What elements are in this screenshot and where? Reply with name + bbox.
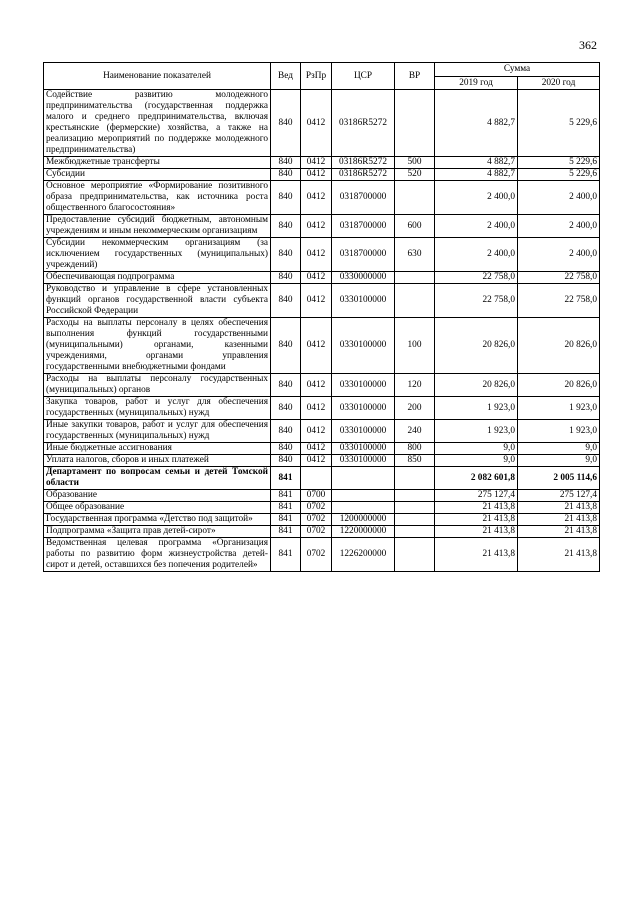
cell-rzpr (301, 467, 332, 490)
cell-ved: 840 (271, 157, 301, 169)
cell-y2020: 1 923,0 (518, 420, 600, 443)
cell-rzpr: 0702 (301, 502, 332, 514)
table-body (44, 90, 600, 572)
cell-csr: 0318700000 (332, 238, 395, 272)
cell-name: Руководство и управление в сфере установленных функций органов государственной власти субъекта Российской Федерации (44, 284, 271, 318)
table-row (44, 490, 600, 502)
cell-vr: 120 (395, 374, 435, 397)
cell-y2020: 2 005 114,6 (518, 467, 600, 490)
cell-name: Расходы на выплаты персоналу в целях обеспечения выполнения функций государственными (муниципальными) органами, казенными учреждениями, органами управления государственными внебюджетными фондами (44, 318, 271, 374)
cell-rzpr: 0412 (301, 215, 332, 238)
table-row (44, 420, 600, 443)
cell-rzpr: 0412 (301, 157, 332, 169)
cell-csr: 0330100000 (332, 443, 395, 455)
cell-y2020: 22 758,0 (518, 284, 600, 318)
cell-name: Содействие развитию молодежного предпринимательства (государственная поддержка малого и среднего предпринимательства, включая крестьянские (фермерские) хозяйства, а также на реализацию мероприятий по поддержке молодежного предпринимательства) (44, 90, 271, 157)
cell-vr (395, 538, 435, 572)
cell-y2020: 275 127,4 (518, 490, 600, 502)
header-csr: ЦСР (332, 63, 395, 90)
cell-rzpr: 0702 (301, 526, 332, 538)
cell-name: Межбюджетные трансферты (44, 157, 271, 169)
cell-y2019: 20 826,0 (435, 318, 518, 374)
budget-table (43, 62, 600, 572)
cell-ved: 840 (271, 455, 301, 467)
cell-csr: 0330100000 (332, 397, 395, 420)
cell-rzpr: 0700 (301, 490, 332, 502)
cell-ved: 840 (271, 318, 301, 374)
cell-vr (395, 272, 435, 284)
cell-csr: 1226200000 (332, 538, 395, 572)
cell-y2019: 9,0 (435, 455, 518, 467)
cell-csr: 03186R5272 (332, 157, 395, 169)
cell-rzpr: 0412 (301, 420, 332, 443)
table-row (44, 374, 600, 397)
cell-rzpr: 0412 (301, 272, 332, 284)
header-ved: Вед (271, 63, 301, 90)
cell-ved: 841 (271, 526, 301, 538)
cell-y2020: 9,0 (518, 443, 600, 455)
cell-vr (395, 490, 435, 502)
cell-ved: 840 (271, 169, 301, 181)
header-2020: 2020 год (518, 77, 600, 90)
cell-name: Общее образование (44, 502, 271, 514)
cell-y2019: 4 882,7 (435, 90, 518, 157)
cell-csr: 0330100000 (332, 284, 395, 318)
cell-name: Закупка товаров, работ и услуг для обеспечения государственных (муниципальных) нужд (44, 397, 271, 420)
cell-y2019: 1 923,0 (435, 397, 518, 420)
cell-y2019: 2 082 601,8 (435, 467, 518, 490)
cell-vr: 600 (395, 215, 435, 238)
table-row (44, 455, 600, 467)
cell-csr: 0318700000 (332, 215, 395, 238)
cell-name: Основное мероприятие «Формирование позитивного образа предпринимательства, как источника роста общественного благосостояния» (44, 181, 271, 215)
cell-vr: 500 (395, 157, 435, 169)
table-row (44, 318, 600, 374)
cell-y2020: 1 923,0 (518, 397, 600, 420)
table-row (44, 526, 600, 538)
cell-rzpr: 0412 (301, 238, 332, 272)
cell-csr (332, 467, 395, 490)
cell-ved: 840 (271, 374, 301, 397)
cell-ved: 840 (271, 238, 301, 272)
cell-name: Департамент по вопросам семьи и детей Томской области (44, 467, 271, 490)
cell-csr: 03186R5272 (332, 169, 395, 181)
cell-rzpr: 0412 (301, 374, 332, 397)
cell-rzpr: 0412 (301, 318, 332, 374)
cell-ved: 840 (271, 420, 301, 443)
cell-vr: 630 (395, 238, 435, 272)
table-row (44, 284, 600, 318)
cell-vr (395, 181, 435, 215)
cell-rzpr: 0412 (301, 181, 332, 215)
cell-rzpr: 0412 (301, 90, 332, 157)
cell-y2020: 21 413,8 (518, 538, 600, 572)
cell-vr (395, 526, 435, 538)
cell-y2020: 2 400,0 (518, 238, 600, 272)
cell-vr: 520 (395, 169, 435, 181)
cell-vr: 800 (395, 443, 435, 455)
table-row (44, 397, 600, 420)
cell-rzpr: 0702 (301, 514, 332, 526)
cell-vr: 850 (395, 455, 435, 467)
cell-y2019: 2 400,0 (435, 238, 518, 272)
table-row (44, 502, 600, 514)
cell-name: Обеспечивающая подпрограмма (44, 272, 271, 284)
cell-vr (395, 502, 435, 514)
cell-name: Иные бюджетные ассигнования (44, 443, 271, 455)
cell-y2019: 2 400,0 (435, 181, 518, 215)
cell-name: Субсидии (44, 169, 271, 181)
cell-ved: 840 (271, 272, 301, 284)
cell-csr: 0318700000 (332, 181, 395, 215)
cell-ved: 840 (271, 397, 301, 420)
table-row (44, 467, 600, 490)
cell-ved: 841 (271, 502, 301, 514)
cell-csr: 0330100000 (332, 318, 395, 374)
header-vr: ВР (395, 63, 435, 90)
cell-y2020: 5 229,6 (518, 169, 600, 181)
cell-y2019: 22 758,0 (435, 284, 518, 318)
cell-y2020: 9,0 (518, 455, 600, 467)
cell-name: Ведомственная целевая программа «Организация работы по развитию форм жизнеустройства детей-сирот и детей, оставшихся без попечения родителей» (44, 538, 271, 572)
cell-ved: 840 (271, 443, 301, 455)
cell-csr: 0330100000 (332, 455, 395, 467)
cell-y2020: 2 400,0 (518, 181, 600, 215)
cell-vr (395, 90, 435, 157)
cell-rzpr: 0412 (301, 443, 332, 455)
cell-y2019: 22 758,0 (435, 272, 518, 284)
cell-vr: 100 (395, 318, 435, 374)
cell-vr (395, 514, 435, 526)
table-row (44, 215, 600, 238)
cell-csr: 0330000000 (332, 272, 395, 284)
table-row (44, 514, 600, 526)
cell-ved: 840 (271, 284, 301, 318)
page-number: 362 (579, 38, 597, 52)
cell-y2019: 275 127,4 (435, 490, 518, 502)
cell-y2020: 20 826,0 (518, 318, 600, 374)
cell-csr (332, 502, 395, 514)
cell-vr (395, 284, 435, 318)
cell-csr (332, 490, 395, 502)
cell-name: Подпрограмма «Защита прав детей-сирот» (44, 526, 271, 538)
cell-ved: 841 (271, 467, 301, 490)
cell-name: Предоставление субсидий бюджетным, автономным учреждениям и иным некоммерческим организациям (44, 215, 271, 238)
cell-ved: 840 (271, 90, 301, 157)
header-rzpr: РзПр (301, 63, 332, 90)
cell-rzpr: 0412 (301, 455, 332, 467)
cell-y2020: 5 229,6 (518, 90, 600, 157)
cell-name: Уплата налогов, сборов и иных платежей (44, 455, 271, 467)
cell-y2020: 5 229,6 (518, 157, 600, 169)
table-row (44, 90, 600, 157)
cell-y2019: 21 413,8 (435, 538, 518, 572)
cell-y2019: 1 923,0 (435, 420, 518, 443)
cell-csr: 1220000000 (332, 526, 395, 538)
cell-ved: 841 (271, 538, 301, 572)
table-row (44, 169, 600, 181)
cell-y2020: 2 400,0 (518, 215, 600, 238)
table-row (44, 443, 600, 455)
cell-y2020: 21 413,8 (518, 514, 600, 526)
cell-y2020: 22 758,0 (518, 272, 600, 284)
header-sum: Сумма (435, 63, 600, 77)
cell-csr: 0330100000 (332, 374, 395, 397)
cell-y2019: 2 400,0 (435, 215, 518, 238)
cell-name: Расходы на выплаты персоналу государственных (муниципальных) органов (44, 374, 271, 397)
table-row (44, 181, 600, 215)
cell-ved: 840 (271, 215, 301, 238)
cell-name: Иные закупки товаров, работ и услуг для обеспечения государственных (муниципальных) нужд (44, 420, 271, 443)
cell-rzpr: 0412 (301, 284, 332, 318)
cell-vr: 200 (395, 397, 435, 420)
cell-y2019: 21 413,8 (435, 502, 518, 514)
cell-vr: 240 (395, 420, 435, 443)
cell-vr (395, 467, 435, 490)
cell-name: Образование (44, 490, 271, 502)
cell-y2020: 21 413,8 (518, 502, 600, 514)
cell-ved: 841 (271, 490, 301, 502)
cell-rzpr: 0412 (301, 169, 332, 181)
cell-y2020: 21 413,8 (518, 526, 600, 538)
cell-y2019: 4 882,7 (435, 157, 518, 169)
cell-name: Субсидии некоммерческим организациям (за исключением государственных (муниципальных) учреждений) (44, 238, 271, 272)
cell-y2019: 21 413,8 (435, 526, 518, 538)
cell-y2019: 4 882,7 (435, 169, 518, 181)
cell-y2019: 20 826,0 (435, 374, 518, 397)
cell-rzpr: 0702 (301, 538, 332, 572)
table-row (44, 238, 600, 272)
cell-y2020: 20 826,0 (518, 374, 600, 397)
cell-ved: 841 (271, 514, 301, 526)
table-row (44, 538, 600, 572)
header-2019: 2019 год (435, 77, 518, 90)
cell-name: Государственная программа «Детство под защитой» (44, 514, 271, 526)
cell-csr: 0330100000 (332, 420, 395, 443)
table-row (44, 157, 600, 169)
header-name: Наименование показателей (44, 63, 271, 90)
cell-ved: 840 (271, 181, 301, 215)
cell-csr: 1200000000 (332, 514, 395, 526)
table-row (44, 272, 600, 284)
cell-rzpr: 0412 (301, 397, 332, 420)
cell-csr: 03186R5272 (332, 90, 395, 157)
cell-y2019: 21 413,8 (435, 514, 518, 526)
cell-y2019: 9,0 (435, 443, 518, 455)
